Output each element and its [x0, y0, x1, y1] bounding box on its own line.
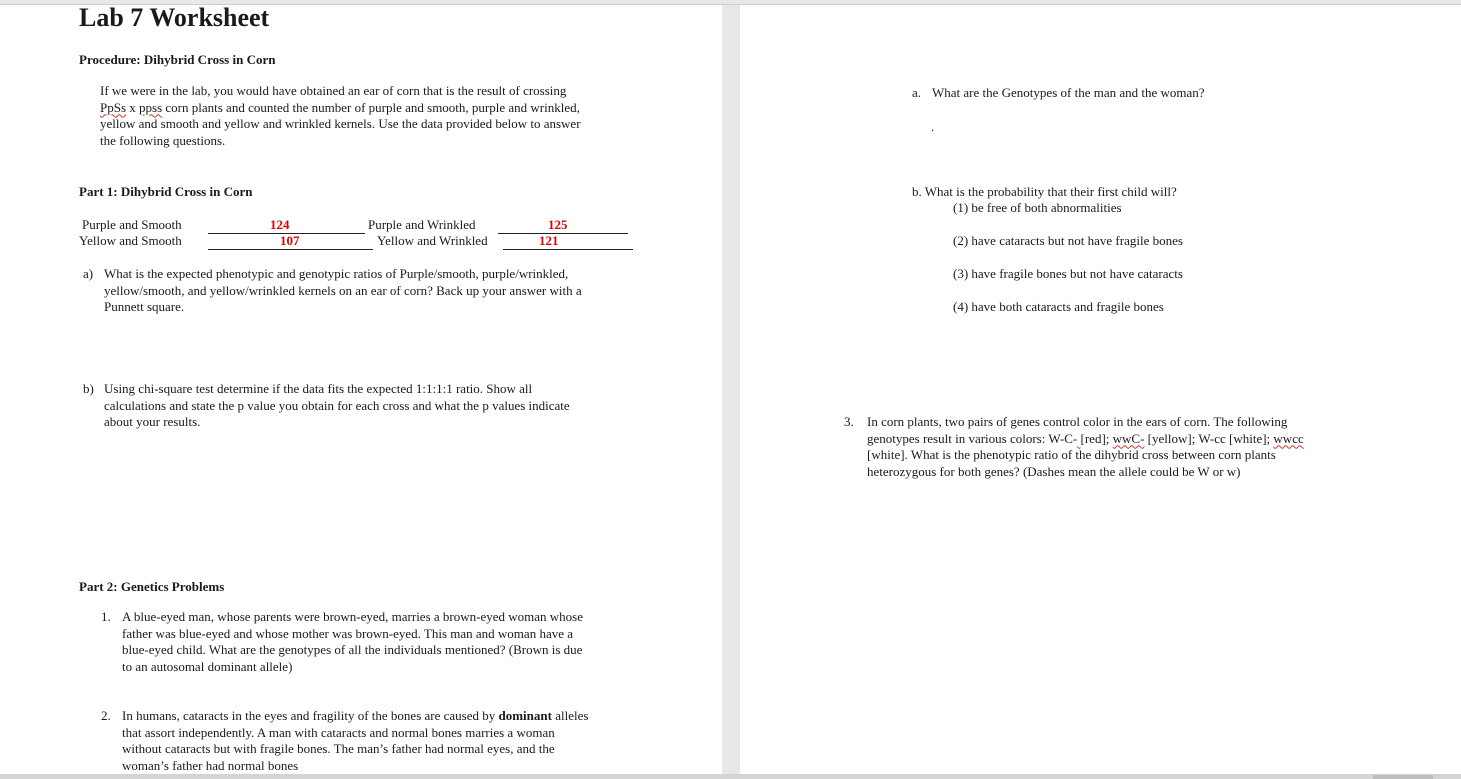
cross-genotype-b: ppss — [139, 99, 163, 115]
purple-wrinkled-label: Purple and Wrinkled — [368, 217, 476, 232]
problem-1-text: A blue-eyed man, whose parents were brown-eyed, marries a brown-eyed woman whose father was blue-eyed and whose mother was brown-eyed. This man and woman have a blue-eyed child. What are the genotypes of all the individuals mentioned? (Brown is due to an autosomal dominant allele) — [122, 609, 583, 674]
purple-smooth-value: 124 — [270, 217, 290, 232]
dominant-emphasis: dominant — [498, 708, 552, 723]
yellow-smooth-label: Yellow and Smooth — [79, 233, 182, 248]
answer-dot: . — [931, 119, 935, 134]
purple-wrinkled-value: 125 — [548, 217, 568, 232]
option-4: (4) have both cataracts and fragile bones — [953, 299, 1164, 314]
option-2: (2) have cataracts but not have fragile bones — [953, 233, 1183, 248]
question-a-marker: a) — [83, 266, 94, 281]
yellow-smooth-value: 107 — [280, 233, 300, 248]
page-title: Lab 7 Worksheet — [79, 3, 270, 32]
yellow-wrinkled-value: 121 — [539, 233, 559, 248]
yellow-wrinkled-label: Yellow and Wrinkled — [377, 233, 488, 248]
document-page-left[interactable] — [0, 5, 722, 774]
scrollbar-thumb[interactable] — [1373, 775, 1433, 779]
yellow-wrinkled-blank[interactable] — [503, 235, 633, 250]
question-b-marker: b) — [83, 381, 94, 396]
question-b-text: Using chi-square test determine if the data fits the expected 1:1:1:1 ratio. Show all calculations and state the p value you obtain for each cross and what the p values indicate about your results. — [104, 381, 570, 430]
problem-1-marker: 1. — [101, 609, 111, 624]
problem-2-marker: 2. — [101, 708, 111, 723]
part1-heading: Part 1: Dihybrid Cross in Corn — [79, 184, 253, 199]
procedure-heading: Procedure: Dihybrid Cross in Corn — [79, 52, 276, 67]
question-a-text: What is the expected phenotypic and genotypic ratios of Purple/smooth, purple/wrinkled, yellow/smooth, and yellow/wrinkled kernels on an ear of corn? Back up your answer with a Punnett square. — [104, 266, 582, 315]
intro-paragraph: If we were in the lab, you would have obtained an ear of corn that is the result of crossing PpSs x ppss corn plants and counted the number of purple and smooth, purple and wrinkled, yellow and smooth and yellow and wrinkled kernels. Use the data provided below to answer the following questions. — [100, 83, 581, 148]
purple-smooth-label: Purple and Smooth — [82, 217, 182, 232]
question-2b-text: b. What is the probability that their first child will? — [912, 184, 1177, 199]
question-2a-text: What are the Genotypes of the man and the woman? — [932, 85, 1205, 100]
problem-3-text: In corn plants, two pairs of genes control color in the ears of corn. The following genotypes result in various colors: W-C- [red]; wwC- [yellow]; W-cc [white]; wwcc [white]. What is the phenotypic ratio of the dihybrid cross between corn plants heterozygous for both genes? (Dashes mean the allele could be W or w) — [867, 414, 1304, 479]
horizontal-scrollbar[interactable] — [0, 774, 1461, 779]
cross-genotype-a: PpSs — [100, 99, 127, 115]
problem-3-marker: 3. — [844, 414, 854, 429]
question-2a-marker: a. — [912, 85, 922, 100]
genotype-wwcc: wwcc — [1273, 430, 1304, 446]
genotype-wwC: wwC- — [1112, 430, 1145, 446]
part2-heading: Part 2: Genetics Problems — [79, 579, 225, 594]
document-page-right[interactable] — [740, 5, 1461, 774]
option-3: (3) have fragile bones but not have cataracts — [953, 266, 1183, 281]
problem-2-text: In humans, cataracts in the eyes and fragility of the bones are caused by dominant alleles that assort independently. A man with cataracts and normal bones marries a woman without cataracts but with fragile bones. The man’s father had normal eyes, and the woman’s father had normal bones — [122, 708, 589, 773]
option-1: (1) be free of both abnormalities — [953, 200, 1122, 215]
